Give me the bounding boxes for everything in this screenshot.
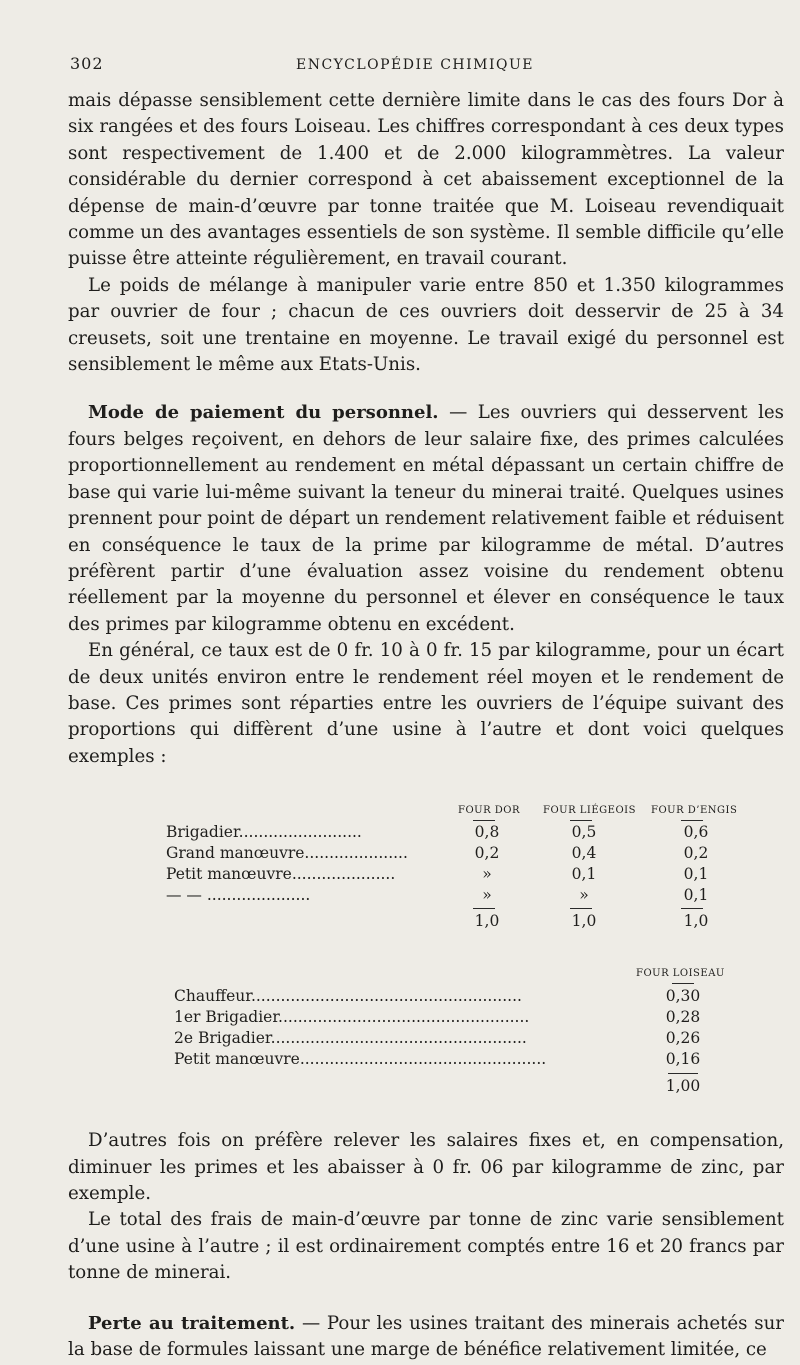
paragraph-total-frais: Le total des frais de main-d’œuvre par tonne de zinc varie sensiblement d’une usine à l’autre ; il est ordinairement comptés entre 16 et 20 francs par tonne de minerai. — [68, 1209, 784, 1284]
cell: 0,4 — [571, 844, 597, 863]
table-row — [174, 986, 704, 1007]
total-cell: 1,0 — [571, 912, 597, 931]
column-header: FOUR LIÉGEOIS — [543, 805, 636, 817]
total-rule — [473, 908, 495, 909]
totals-row — [166, 911, 756, 932]
row-label: 2e Brigadier.................................................... — [174, 1029, 527, 1048]
page-body — [68, 88, 784, 1363]
total-cell: 1,00 — [665, 1077, 701, 1096]
cell: 0,2 — [683, 844, 709, 863]
row-label: Chauffeur....................................................... — [174, 987, 522, 1006]
column-header: FOUR DOR — [458, 805, 521, 817]
section-heading: Perte au traitement. — [88, 1312, 296, 1334]
cell: 0,1 — [683, 865, 709, 884]
running-header — [70, 54, 760, 73]
rule — [672, 983, 694, 984]
table-row — [166, 885, 756, 906]
cell: » — [579, 886, 589, 905]
prime-table-belges — [68, 800, 784, 960]
cell: 0,1 — [571, 865, 597, 884]
total-rule — [570, 908, 592, 909]
cell: 0,8 — [474, 823, 500, 842]
running-title: ENCYCLOPÉDIE CHIMIQUE — [295, 57, 535, 73]
section-mode-de-paiement — [68, 400, 784, 638]
paragraph-1: mais dépasse sensiblement cette dernière limite dans le cas des fours Dor à six rangées et des fours Loiseau. Les chiffres correspondant à ces deux types sont respectivement de 1.400 et de 2.000 kilogrammètres. La valeur considérable du dernier correspond à cet abaissement exceptionnel de la dépense de main-d’œuvre par tonne traitée que M. Loiseau revendiquait comme un des avantages essentiels de son système. Il semble difficile qu’elle puisse être atteinte régulièrement, en travail courant. — [68, 90, 784, 270]
table-row — [174, 1028, 704, 1049]
table-row — [166, 822, 756, 843]
cell: » — [482, 886, 492, 905]
paragraph-taux: En général, ce taux est de 0 fr. 10 à 0 fr. 15 par kilogramme, pour un écart de deux unités environ entre le rendement réel moyen et le rendement de base. Ces primes sont réparties entre les ouvriers de l’équipe suivant des proportions qui diffèrent d’une usine à l’autre et dont voici quelques exemples : — [68, 640, 784, 767]
table-row — [174, 1049, 704, 1070]
paragraph-autres-fois: D’autres fois on préfère relever les salaires fixes et, en compensation, diminuer les primes et les abaisser à 0 fr. 06 par kilogramme de zinc, par exemple. — [68, 1130, 784, 1204]
cell: 0,28 — [665, 1008, 701, 1027]
cell: 0,30 — [665, 987, 701, 1006]
row-label: Petit manœuvre..................... — [166, 865, 396, 884]
rule — [570, 820, 592, 821]
row-label: Grand manœuvre..................... — [166, 844, 408, 863]
column-header: FOUR LOISEAU — [636, 968, 725, 980]
rule — [473, 820, 495, 821]
cell: 0,6 — [683, 823, 709, 842]
section-perte-au-traitement — [68, 1311, 784, 1364]
column-header: FOUR D’ENGIS — [651, 805, 738, 817]
total-rule — [668, 1073, 698, 1074]
prime-table-loiseau — [68, 964, 784, 1104]
row-label: Brigadier......................... — [166, 823, 362, 842]
section-heading: Mode de paiement du personnel. — [88, 402, 439, 424]
rule — [681, 820, 703, 821]
totals-row — [174, 1076, 704, 1097]
cell: » — [482, 865, 492, 884]
total-cell: 1,0 — [683, 912, 709, 931]
cell: 0,1 — [683, 886, 709, 905]
cell: 0,2 — [474, 844, 500, 863]
cell: 0,26 — [665, 1029, 701, 1048]
section-text: — Les ouvriers qui desservent les fours belges reçoivent, en dehors de leur salaire fixe, des primes calculées proportionnellement au rendement en métal dépassant un certain chiffre de base qui varie lui-même suivant la teneur du minerai traité. Quelques usines prennent pour point de départ un rendement relativement faible et réduisent en conséquence le taux de la prime par kilogramme de métal. D’autres préfèrent partir d’une évaluation assez voisine du rendement obtenu réellement par la moyenne du personnel et élever en conséquence le taux des primes par kilogramme obtenu en excédent. — [68, 402, 785, 635]
row-label: 1er Brigadier................................................... — [174, 1008, 530, 1027]
row-label: — — ..................... — [166, 886, 311, 905]
table-row — [174, 1007, 704, 1028]
total-rule — [681, 908, 703, 909]
cell: 0,5 — [571, 823, 597, 842]
row-label: Petit manœuvre.................................................. — [174, 1050, 547, 1069]
table-row — [166, 864, 756, 885]
page-number: 302 — [70, 54, 104, 73]
table-row — [166, 843, 756, 864]
cell: 0,16 — [665, 1050, 701, 1069]
total-cell: 1,0 — [474, 912, 500, 931]
section-text: — Pour les usines traitant des minerais achetés sur la base de formules laissant une marge de bénéfice relativement limitée, ce — [68, 1312, 784, 1360]
paragraph-2: Le poids de mélange à manipuler varie entre 850 et 1.350 kilogrammes par ouvrier de four ; chacun de ces ouvriers doit desservir de 25 à 34 creusets, soit une trentaine en moyenne. Le travail exigé du personnel est sensiblement le même aux Etats-Unis. — [68, 274, 784, 376]
